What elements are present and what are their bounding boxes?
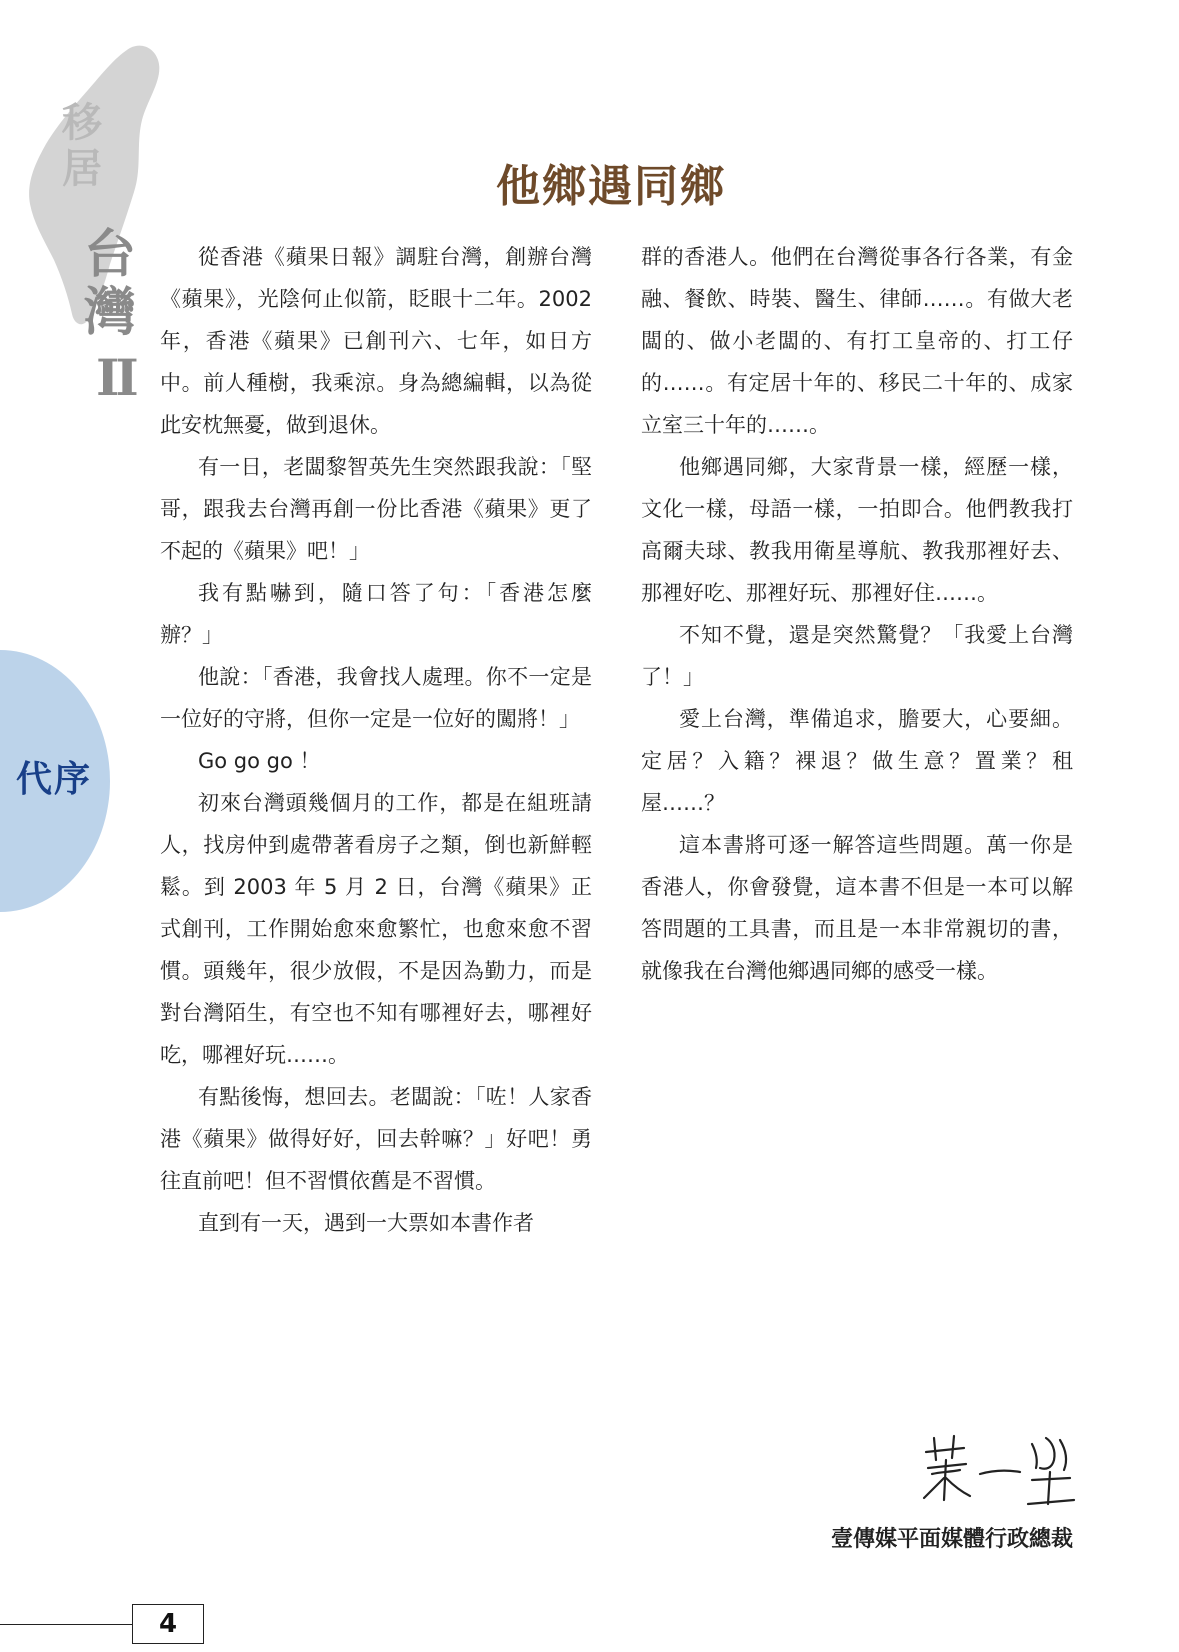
handwritten-signature (920, 1430, 1080, 1510)
footer-rule (0, 1624, 132, 1625)
paragraph: 直到有一天，遇到一大票如本書作者 (198, 1211, 534, 1235)
paragraph: 群的香港人。他們在台灣從事各行各業，有金融、餐飲、時裝、醫生、律師……。有做大老闆的、做小老闆的、有打工皇帝的、打工仔的……。有定居十年的、移民二十年的、成家立室三十年的……。 (641, 245, 1073, 437)
right-text-column (641, 236, 1073, 992)
article-title: 他鄉遇同鄉 (496, 161, 726, 212)
paragraph: 不知不覺，還是突然驚覺？「我愛上台灣了！」 (641, 623, 1073, 689)
paragraph: 這本書將可逐一解答這些問題。萬一你是香港人，你會發覺，這本書不但是一本可以解答問題的工具書，而且是一本非常親切的書，就像我在台灣他鄉遇同鄉的感受一樣。 (641, 833, 1073, 983)
series-volume-number: II (96, 348, 135, 407)
series-title-line1: 移居 (62, 99, 102, 192)
paragraph: Go go go ！ (198, 749, 321, 773)
paragraph: 從香港《蘋果日報》調駐台灣，創辦台灣《蘋果》，光陰何止似箭，眨眼十二年。2002 年，香港《蘋果》已創刊六、七年，如日方中。前人種樹，我乘涼。身為總編輯，以為從此安枕無憂，做到退休。 (160, 245, 592, 437)
paragraph: 他說：「香港，我會找人處理。你不一定是一位好的守將，但你一定是一位好的闖將！」 (160, 665, 592, 731)
paragraph: 有點後悔，想回去。老闆說：「咗！人家香港《蘋果》做得好好，回去幹嘛？」好吧！勇往直前吧！但不習慣依舊是不習慣。 (160, 1085, 592, 1193)
paragraph: 有一日，老闆黎智英先生突然跟我說：「堅哥，跟我去台灣再創一份比香港《蘋果》更了不起的《蘋果》吧！」 (160, 455, 592, 563)
paragraph: 愛上台灣，準備追求，膽要大，心要細。定居？入籍？裸退？做生意？置業？租屋……？ (641, 707, 1073, 815)
signature-title: 壹傳媒平面媒體行政總裁 (830, 1527, 1073, 1552)
left-text-column (160, 236, 592, 1244)
page-number: 4 (132, 1604, 204, 1644)
paragraph: 他鄉遇同鄉，大家背景一樣，經歷一樣，文化一樣，母語一樣，一拍即合。他們教我打高爾夫球、教我用衛星導航、教我那裡好去、那裡好吃、那裡好玩、那裡好住……。 (641, 455, 1073, 605)
paragraph: 初來台灣頭幾個月的工作，都是在組班請人，找房仲到處帶著看房子之類，倒也新鮮輕鬆。到 2003 年 5 月 2 日，台灣《蘋果》正式創刊，工作開始愈來愈繁忙，也愈來愈不習慣。頭幾年，很少放假，不是因為勤力，而是對台灣陌生，有空也不知有哪裡好去，哪裡好吃，哪裡好玩……。 (160, 791, 592, 1067)
side-tab-label: 代序 (16, 759, 93, 800)
series-title-line2: 台灣 (84, 224, 137, 343)
paragraph: 我有點嚇到，隨口答了句：「香港怎麼辦？」 (160, 581, 592, 647)
